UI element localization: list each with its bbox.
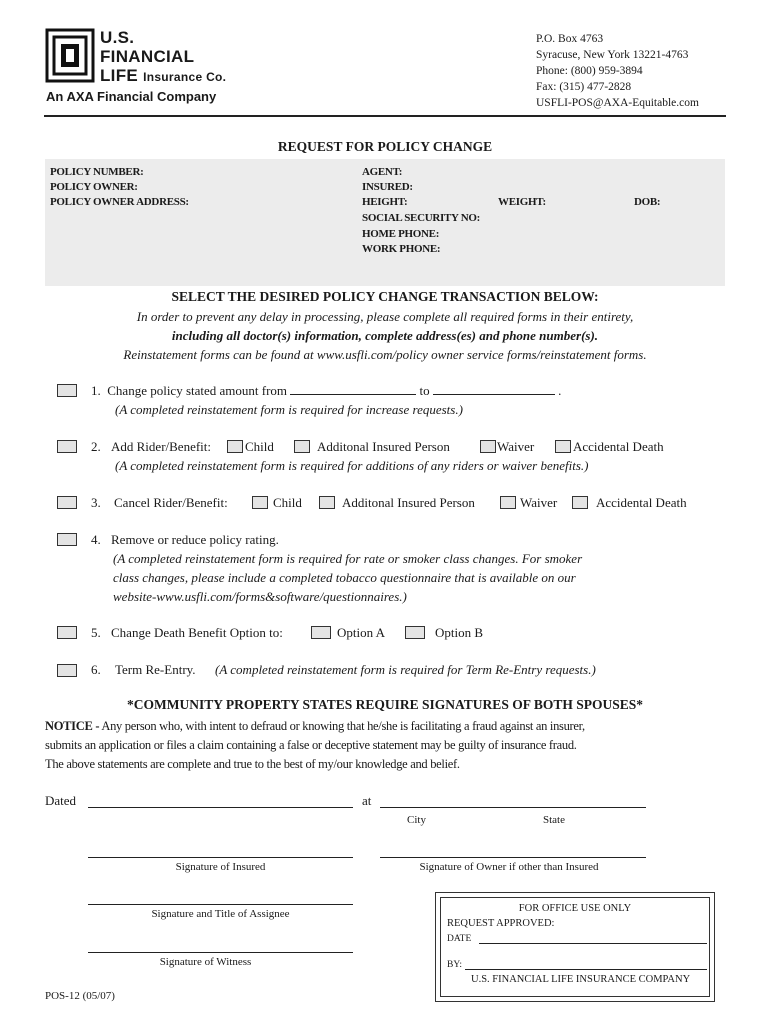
home-phone-label: HOME PHONE: xyxy=(362,228,440,240)
option-4-number: 4. xyxy=(91,532,101,547)
option-3-text: Cancel Rider/Benefit: xyxy=(114,495,228,510)
agent-label: AGENT: xyxy=(362,166,403,178)
location-field[interactable] xyxy=(380,807,646,808)
add-accidental-death-label: Accidental Death xyxy=(573,439,664,454)
option-2-number: 2. xyxy=(91,439,101,454)
notice-line-3: The above statements are complete and true to the best of my/our knowledge and belief. xyxy=(45,757,460,771)
option-6-text: Term Re-Entry. xyxy=(115,662,196,677)
work-phone-label: WORK PHONE: xyxy=(362,243,441,255)
fraud-notice xyxy=(45,717,585,774)
add-additional-insured-checkbox[interactable] xyxy=(294,440,310,453)
option-2-note: (A completed reinstatement form is required for additions of any riders or waiver benefits.) xyxy=(115,458,589,473)
option-4-checkbox[interactable] xyxy=(57,533,77,546)
logo-line-3: LIFE xyxy=(100,66,139,85)
notice-line-2: submits an application or files a claim containing a false or deceptive statement may be guilty of insurance fraud. xyxy=(45,738,577,752)
form-title: REQUEST FOR POLICY CHANGE xyxy=(277,139,493,154)
cancel-waiver-label: Waiver xyxy=(520,495,558,510)
notice-line-1: Any person who, with intent to defraud or knowing that he/she is facilitating a fraud against an insurer, xyxy=(99,719,585,733)
insured-signature-label: Signature of Insured xyxy=(175,861,266,873)
company-logo-mark xyxy=(45,28,95,83)
amount-from-field[interactable] xyxy=(290,383,416,395)
address-line: Phone: (800) 959-3894 xyxy=(536,65,643,77)
option-4-note-line-1: (A completed reinstatement form is required for rate or smoker class changes. For smoker xyxy=(113,551,583,566)
dated-label: Dated xyxy=(45,793,77,808)
option-1-text: Change policy stated amount from xyxy=(107,383,288,398)
option-5-text: Change Death Benefit Option to: xyxy=(111,625,283,640)
cancel-waiver-checkbox[interactable] xyxy=(500,496,516,509)
office-by-field[interactable] xyxy=(465,969,707,970)
option-4-note-line-3: website-www.usfli.com/forms&software/questionnaires.) xyxy=(113,589,407,604)
option-6-note: (A completed reinstatement form is required for Term Re-Entry requests.) xyxy=(215,662,596,677)
add-accidental-death-checkbox[interactable] xyxy=(555,440,571,453)
insured-label: INSURED: xyxy=(362,181,413,193)
option-6-checkbox[interactable] xyxy=(57,664,77,677)
dated-field[interactable] xyxy=(88,807,353,808)
insured-signature-field[interactable] xyxy=(88,857,353,858)
option-1-row xyxy=(91,383,561,399)
address-line: Syracuse, New York 13221-4763 xyxy=(536,49,689,61)
address-line: Fax: (315) 477-2828 xyxy=(536,81,632,93)
option-b-checkbox[interactable] xyxy=(405,626,425,639)
cancel-accidental-death-label: Accidental Death xyxy=(596,495,687,510)
office-date-field[interactable] xyxy=(479,943,707,944)
add-additional-insured-label: Additonal Insured Person xyxy=(317,439,450,454)
option-6-number: 6. xyxy=(91,662,101,677)
option-4-note-line-2: class changes, please include a completed tobacco questionnaire that is available on our xyxy=(113,570,576,585)
option-b-label: Option B xyxy=(435,625,484,640)
add-child-checkbox[interactable] xyxy=(227,440,243,453)
option-1-checkbox[interactable] xyxy=(57,384,77,397)
address-email: USFLI-POS@AXA-Equitable.com xyxy=(536,97,699,109)
witness-signature-field[interactable] xyxy=(88,952,353,953)
policy-owner-address-label: POLICY OWNER ADDRESS: xyxy=(50,196,189,208)
state-label: State xyxy=(543,814,565,826)
policy-owner-label: POLICY OWNER: xyxy=(50,181,138,193)
request-approved-label: REQUEST APPROVED: xyxy=(447,918,555,929)
assignee-signature-label: Signature and Title of Assignee xyxy=(151,908,290,920)
notice-label: NOTICE - xyxy=(45,719,100,733)
cancel-accidental-death-checkbox[interactable] xyxy=(572,496,588,509)
option-1-to: to xyxy=(419,383,430,398)
add-child-label: Child xyxy=(245,439,274,454)
dob-label: DOB: xyxy=(634,196,661,208)
owner-signature-field[interactable] xyxy=(380,857,646,858)
intro-line-1: In order to prevent any delay in processing, please complete all required forms in their entirety, xyxy=(136,309,634,324)
add-waiver-checkbox[interactable] xyxy=(480,440,496,453)
assignee-signature-field[interactable] xyxy=(88,904,353,905)
option-3-number: 3. xyxy=(91,495,101,510)
company-logo-text xyxy=(100,28,226,87)
section-heading: SELECT THE DESIRED POLICY CHANGE TRANSACTION BELOW: xyxy=(171,289,599,304)
cancel-additional-insured-label: Additonal Insured Person xyxy=(342,495,475,510)
company-tagline: An AXA Financial Company xyxy=(46,89,217,104)
address-line: P.O. Box 4763 xyxy=(536,33,604,45)
intro-line-3: Reinstatement forms can be found at www.usfli.com/policy owner service forms/reinstatement forms. xyxy=(123,347,647,362)
office-use-title: FOR OFFICE USE ONLY xyxy=(518,903,632,914)
logo-line-1: U.S. xyxy=(100,28,135,47)
option-1-number: 1. xyxy=(91,383,101,398)
cancel-child-checkbox[interactable] xyxy=(252,496,268,509)
logo-line-2: FINANCIAL xyxy=(100,47,195,66)
office-company-name: U.S. FINANCIAL LIFE INSURANCE COMPANY xyxy=(471,974,691,985)
option-4-text: Remove or reduce policy rating. xyxy=(111,532,279,547)
weight-label: WEIGHT: xyxy=(498,196,546,208)
community-property-heading: *COMMUNITY PROPERTY STATES REQUIRE SIGNATURES OF BOTH SPOUSES* xyxy=(127,697,643,712)
option-a-checkbox[interactable] xyxy=(311,626,331,639)
height-label: HEIGHT: xyxy=(362,196,408,208)
option-2-text: Add Rider/Benefit: xyxy=(111,439,212,454)
witness-signature-label: Signature of Witness xyxy=(159,956,252,968)
option-5-number: 5. xyxy=(91,625,101,640)
option-3-checkbox[interactable] xyxy=(57,496,77,509)
office-by-label: BY: xyxy=(447,960,462,970)
logo-line-3-suffix: Insurance Co. xyxy=(143,70,227,84)
owner-signature-label: Signature of Owner if other than Insured xyxy=(419,861,599,873)
amount-to-field[interactable] xyxy=(433,383,555,395)
option-1-end: . xyxy=(558,383,562,398)
add-waiver-label: Waiver xyxy=(497,439,535,454)
header-divider xyxy=(44,115,726,117)
intro-line-2: including all doctor(s) information, complete address(es) and phone number(s). xyxy=(171,328,599,343)
cancel-child-label: Child xyxy=(273,495,302,510)
company-address xyxy=(536,31,699,111)
option-2-checkbox[interactable] xyxy=(57,440,77,453)
policy-number-label: POLICY NUMBER: xyxy=(50,166,144,178)
option-a-label: Option A xyxy=(337,625,386,640)
office-date-label: DATE xyxy=(447,934,472,944)
form-number: POS-12 (05/07) xyxy=(45,990,115,1002)
cancel-additional-insured-checkbox[interactable] xyxy=(319,496,335,509)
city-label: City xyxy=(407,814,426,826)
at-label: at xyxy=(362,793,372,808)
option-5-checkbox[interactable] xyxy=(57,626,77,639)
ssn-label: SOCIAL SECURITY NO: xyxy=(362,212,480,224)
option-1-note: (A completed reinstatement form is required for increase requests.) xyxy=(115,402,463,417)
